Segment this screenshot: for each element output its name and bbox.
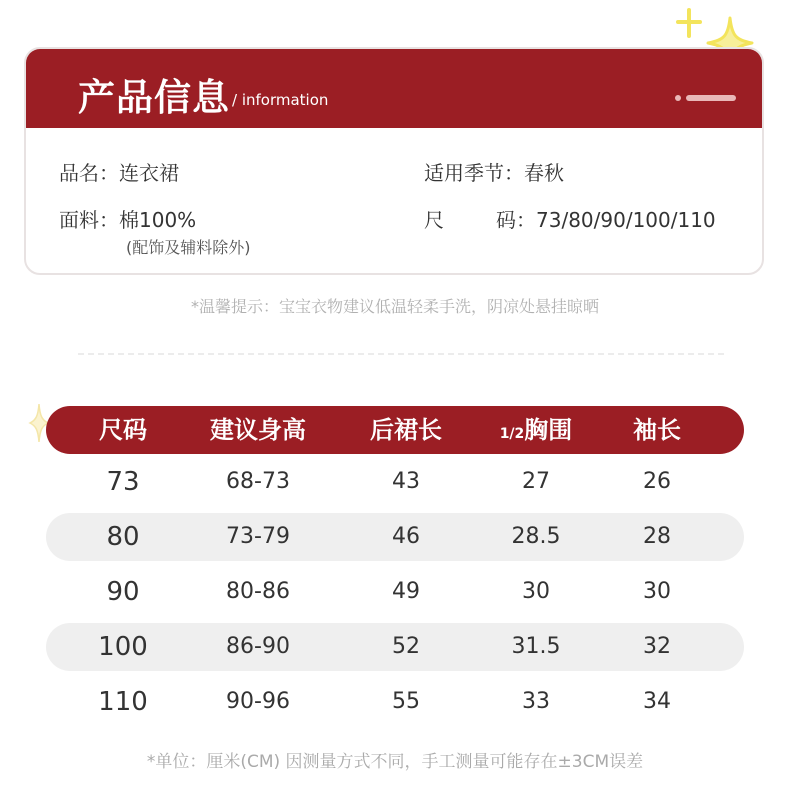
- season-label: 适用季节：: [424, 161, 524, 185]
- table-row: [46, 568, 744, 616]
- cell-size: 80: [106, 522, 140, 552]
- cell-back-length: 46: [392, 524, 420, 549]
- cell-back-length: 55: [392, 689, 420, 714]
- season-value: 春秋: [524, 161, 564, 185]
- cell-chest: 31.5: [511, 634, 561, 659]
- cell-chest: 27: [522, 469, 550, 494]
- cell-back-length: 43: [392, 469, 420, 494]
- fabric-value: 棉100%: [119, 208, 197, 232]
- header-decoration-dot: [675, 95, 681, 101]
- table-row: [46, 678, 744, 726]
- table-row: [46, 623, 744, 671]
- cell-size: 100: [98, 632, 148, 662]
- cell-chest: 33: [522, 689, 550, 714]
- cell-sleeve: 26: [643, 469, 671, 494]
- product-info-header: [26, 49, 762, 128]
- header-chest-prefix: 1/2: [499, 426, 525, 442]
- cell-sleeve: 34: [643, 689, 671, 714]
- small-star-icon: [676, 8, 702, 38]
- cell-chest: 30: [522, 579, 550, 604]
- sizes-label-part2: 码：: [496, 208, 536, 232]
- table-row: [46, 513, 744, 561]
- season: [424, 157, 564, 186]
- product-name-label: 品名：: [59, 161, 119, 185]
- cell-back-length: 49: [392, 579, 420, 604]
- dashed-divider: [78, 353, 724, 355]
- header-height: 建议身高: [210, 416, 306, 444]
- cell-sleeve: 32: [643, 634, 671, 659]
- cell-height: 73-79: [226, 524, 290, 549]
- table-row: [46, 458, 744, 506]
- cell-height: 86-90: [226, 634, 290, 659]
- header-chest-label: 胸围: [524, 416, 573, 444]
- cell-height: 68-73: [226, 469, 290, 494]
- sizes-value: 73/80/90/100/110: [536, 208, 716, 232]
- fabric: [59, 204, 196, 233]
- cell-height: 90-96: [226, 689, 290, 714]
- cell-size: 90: [106, 577, 140, 607]
- product-name: [59, 157, 179, 186]
- fabric-note: (配饰及辅料除外): [126, 238, 251, 257]
- product-info-subtitle: / information: [232, 91, 329, 109]
- fabric-label: 面料：: [59, 208, 119, 232]
- cell-sleeve: 28: [643, 524, 671, 549]
- product-info-title: 产品信息: [78, 76, 230, 119]
- header-back-length: 后裙长: [370, 416, 442, 444]
- cell-size: 110: [98, 687, 148, 717]
- cell-chest: 28.5: [511, 524, 561, 549]
- product-info-card: [24, 47, 764, 275]
- sizes: [424, 204, 716, 233]
- measurement-footnote: *单位：厘米(CM) 因测量方式不同，手工测量可能存在±3CM误差: [146, 752, 644, 772]
- size-table-header: [46, 406, 744, 454]
- header-decoration-line: [686, 95, 736, 101]
- cell-height: 80-86: [226, 579, 290, 604]
- cell-sleeve: 30: [643, 579, 671, 604]
- sizes-label-part1: 尺: [424, 208, 444, 232]
- cell-size: 73: [106, 467, 140, 497]
- header-size: 尺码: [99, 416, 147, 444]
- header-chest: [474, 406, 598, 454]
- care-tip: *温馨提示：宝宝衣物建议低温轻柔手洗，阴凉处悬挂晾晒: [190, 297, 599, 316]
- cell-back-length: 52: [392, 634, 420, 659]
- header-sleeve: 袖长: [633, 416, 681, 444]
- product-name-value: 连衣裙: [119, 161, 179, 185]
